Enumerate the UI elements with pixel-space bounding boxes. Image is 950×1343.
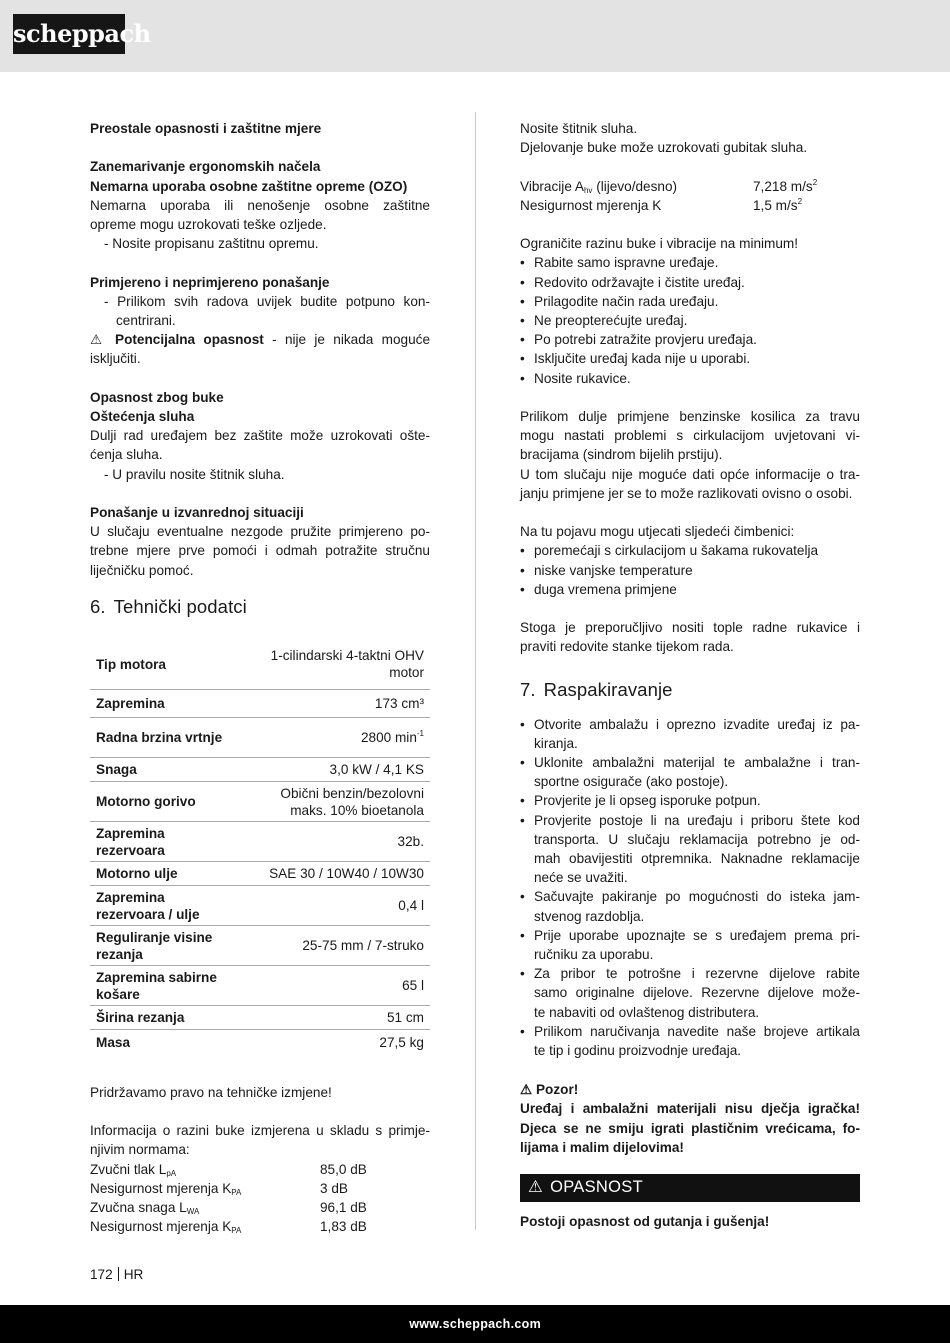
gloves-line: praviti redovite stanke tijekom rada. [520,639,734,655]
section-6-heading [90,595,430,619]
spec-value: SAE 30 / 10W40 / 10W30 [230,862,430,886]
spec-key: Radna brzina vrtnje [90,718,230,758]
behavior-title: Primjereno i neprimjereno ponašanje [90,274,330,290]
list-item: • Prilikom naručivanja navedite naše brojeve artikala te tip i godinu proizvodnje uređaja. [520,1022,860,1060]
long-use-line: U tom slučaju nije moguće dati opće informacije o tra- [520,466,860,482]
long-use-line: bracijama (sindrom bijelih prstiju). [520,447,723,463]
emergency-title: Ponašanje u izvanrednoj situaciji [90,505,304,520]
factors-title: Na tu pojavu mogu utjecati sljedeći čimbenici: [520,524,795,540]
noise-value-row: Nesigurnost mjerenja $K_{PA}$ 1,83 dB [90,1219,367,1236]
spec-value: 27,5 kg [379,1034,424,1050]
noise-value-row: Nesigurnost mjerenja $K_{PA}$ 3 dB [90,1180,348,1197]
spec-value: 65 l [230,966,430,1006]
page-number: 172 HR [90,1267,144,1282]
behavior-line: - Prilikom svih radova uvijek budite potpuno kon- [104,293,430,309]
table-row [90,718,430,758]
ergonomics-title: Zanemarivanje ergonomskih načela [90,159,321,175]
behavior-line: centrirani. [116,313,176,328]
warning-triangle-icon: ⚠ [528,1178,544,1197]
section-7-title: Raspakiravanje [543,678,673,700]
list-item: • Provjerite je li opseg isporuke potpun. [520,791,860,810]
warning-triangle-icon: ⚠ [520,1082,533,1098]
noise-value-row: Zvučni tlak $L_{pA}$ 85,0 dB [90,1161,367,1178]
vibration-uncertainty-row: Nesigurnost mjerenja K 1,5 $m/s^2$ [520,196,803,213]
spec-value: Obični benzin/bezolovni maks. 10% bioetanola [230,782,430,822]
ppe-instruction: - Nosite propisanu zaštitnu opremu. [104,236,319,252]
table-row [90,690,430,718]
spec-key: Zapremina rezervoara [90,822,230,862]
table-row [90,862,430,886]
list-item: • Isključite uređaj kada nije u uporabi. [520,349,860,368]
spec-key: Širina rezanja [90,1006,230,1030]
hearing-title: Oštećenja sluha [90,409,195,424]
spec-key: Motorno gorivo [90,782,230,822]
noise-info-line: Informacija o razini buke izmjerena u skladu s primje- [90,1123,430,1139]
table-row [90,886,430,926]
noise-info-line: njivim normama: [90,1142,190,1158]
section-7-number: 7. [520,678,536,700]
list-item: • Za pribor te potrošne i rezervne dijelove rabite samo originalne dijelove. Rezervne dijelove može- te nabaviti od ovlaštenog distributera. [520,964,860,1022]
behavior-instruction [90,292,430,330]
long-use-line: mogu nastati problemi s cirkulacijom uvjetovani vi- [520,428,860,444]
emergency-text-line: trebne mjere prve pomoći i odmah potražite stručnu [90,543,430,559]
table-row [90,822,430,862]
spec-key: Zapremina sabirne košare [90,966,230,1006]
spec-value: 0,4 l [230,886,430,926]
hearing-text-line: ćenja sluha. [90,447,163,463]
spec-key: Tip motora [90,639,230,690]
list-item: • niske vanjske temperature [520,561,860,580]
list-item: • poremećaji s cirkulacijom u šakama rukovatelja [520,541,860,560]
right-column [520,119,860,1231]
caution-heading [520,1080,860,1099]
ppe-text-line: Nemarna uporaba ili nenošenje osobne zaštitne [90,197,430,213]
scheppach-logo: scheppach [13,14,125,54]
limit-title: Ograničite razinu buke i vibracije na minimum! [520,236,799,252]
danger-banner [520,1174,860,1202]
section-7-heading [520,678,860,702]
table-row [90,1030,430,1054]
emergency-text-line: U slučaju eventualne nezgode pružite primjereno po- [90,524,430,540]
potential-danger-line [90,330,430,349]
long-use-line: janju primjene jer se to može razlikovati ovisno o osobi. [520,485,853,501]
potential-danger-label: Potencijalna opasnost [115,332,264,348]
spec-key: Zapremina [90,690,230,718]
technical-data-table [90,639,430,1054]
spec-value: 25-75 mm / 7-struko [230,926,430,966]
caution-line: Uređaj i ambalažni materijali nisu dječja igračka! [520,1101,860,1117]
long-use-line: Prilikom dulje primjene benzinske kosilica za travu [520,409,860,424]
spec-value: 51 cm [230,1006,430,1030]
danger-text: Postoji opasnost od gutanja i gušenja! [520,1214,770,1230]
gloves-line: Stoga je preporučljivo nositi tople radne rukavice i [520,620,860,636]
table-row [90,639,430,690]
hearing-text-line: Dulji rad uređajem bez zaštite može uzrokovati ošte- [90,428,430,444]
table-row [90,758,430,782]
list-item: • Rabite samo ispravne uređaje. [520,253,860,272]
ppe-title: Nemarna uporaba osobne zaštitne opreme (OZO) [90,178,408,194]
page-footer [0,1305,950,1343]
website-url: www.scheppach.com [409,1317,541,1331]
rpm-exponent: -1 [416,729,424,739]
reserve-note: Pridržavamo pravo na tehničke izmjene! [90,1084,332,1100]
noise-title: Opasnost zbog buke [90,389,224,405]
vibration-row: Vibracije $A_{hv}$ (lijevo/desno) 7,218 $m/s^2$ [520,177,818,195]
table-row [90,926,430,966]
spec-key: Masa [96,1034,131,1050]
hearing-instruction: - U pravilu nosite štitnik sluha. [104,466,285,482]
section-6-number: 6. [90,595,106,617]
potential-danger-line2: isključiti. [90,351,141,367]
table-row [90,966,430,1006]
list-item: • Prije uporabe upoznajte se s uređajem prema pri- ručniku za uporabu. [520,926,860,964]
spec-value: 2800 $\min^{-1}$ [230,718,430,758]
emergency-text-line: liječničku pomoć. [90,562,194,578]
list-item: • Sačuvajte pakiranje po mogućnosti do isteka jam- stvenog razdoblja. [520,887,860,925]
spec-value: 3,0 kW / 4,1 KS [230,758,430,782]
list-item: • duga vremena primjene [520,580,860,599]
ear-protection-line: Nosite štitnik sluha. [520,121,638,136]
spec-value: 1-cilindarski 4-taktni OHV motor [230,639,430,690]
spec-key: Zapremina rezervoara / ulje [90,886,230,926]
residual-risks-title: Preostale opasnosti i zaštitne mjere [90,121,322,136]
caution-line: lijama i malim dijelovima! [520,1139,684,1155]
caution-line: Djeca se ne smiju igrati plastičnim vrećicama, fo- [520,1120,860,1136]
spec-key: Reguliranje visine rezanja [90,926,230,966]
left-column [90,119,430,1236]
list-item: • Otvorite ambalažu i oprezno izvadite uređaj iz pa- kiranja. [520,715,860,753]
section-6-title: Tehnički podatci [113,595,247,617]
page-header [0,0,950,72]
noise-value-row: Zvučna snaga $L_{WA}$ 96,1 dB [90,1200,367,1217]
list-item: • Provjerite postoje li na uređaju i priboru štete kod transporta. U slučaju reklamacija potrebno je od- mah obavijestiti otpremnika. Naknadne reklamacije neće se uvažiti. [520,811,860,888]
list-item: • Uklonite ambalažni materijal te ambalažne i tran- sportne osigurače (ako postoje). [520,753,860,791]
danger-label: OPASNOST [550,1178,643,1197]
list-item: • Nosite rukavice. [520,369,860,388]
spec-key: Snaga [90,758,230,782]
list-item: • Po potrebi zatražite provjeru uređaja. [520,330,860,349]
ear-protection-line: Djelovanje buke može uzrokovati gubitak sluha. [520,140,808,156]
list-item: • Redovito održavajte i čistite uređaj. [520,273,860,292]
list-item: • Prilagodite način rada uređaju. [520,292,860,311]
table-row [90,1006,430,1030]
warning-triangle-icon: ⚠ [90,332,107,348]
spec-key: Motorno ulje [90,862,230,886]
table-row [90,782,430,822]
ppe-text-line: opreme mogu uzrokovati teške ozljede. [90,217,327,232]
caution-title: Pozor! [535,1082,579,1098]
spec-value: 32b. [230,822,430,862]
potential-danger-text: - nije je nikada moguće [263,332,431,348]
column-divider [475,112,476,1230]
spec-value: 173 cm³ [230,690,430,718]
list-item: • Ne preopterećujte uređaj. [520,311,860,330]
